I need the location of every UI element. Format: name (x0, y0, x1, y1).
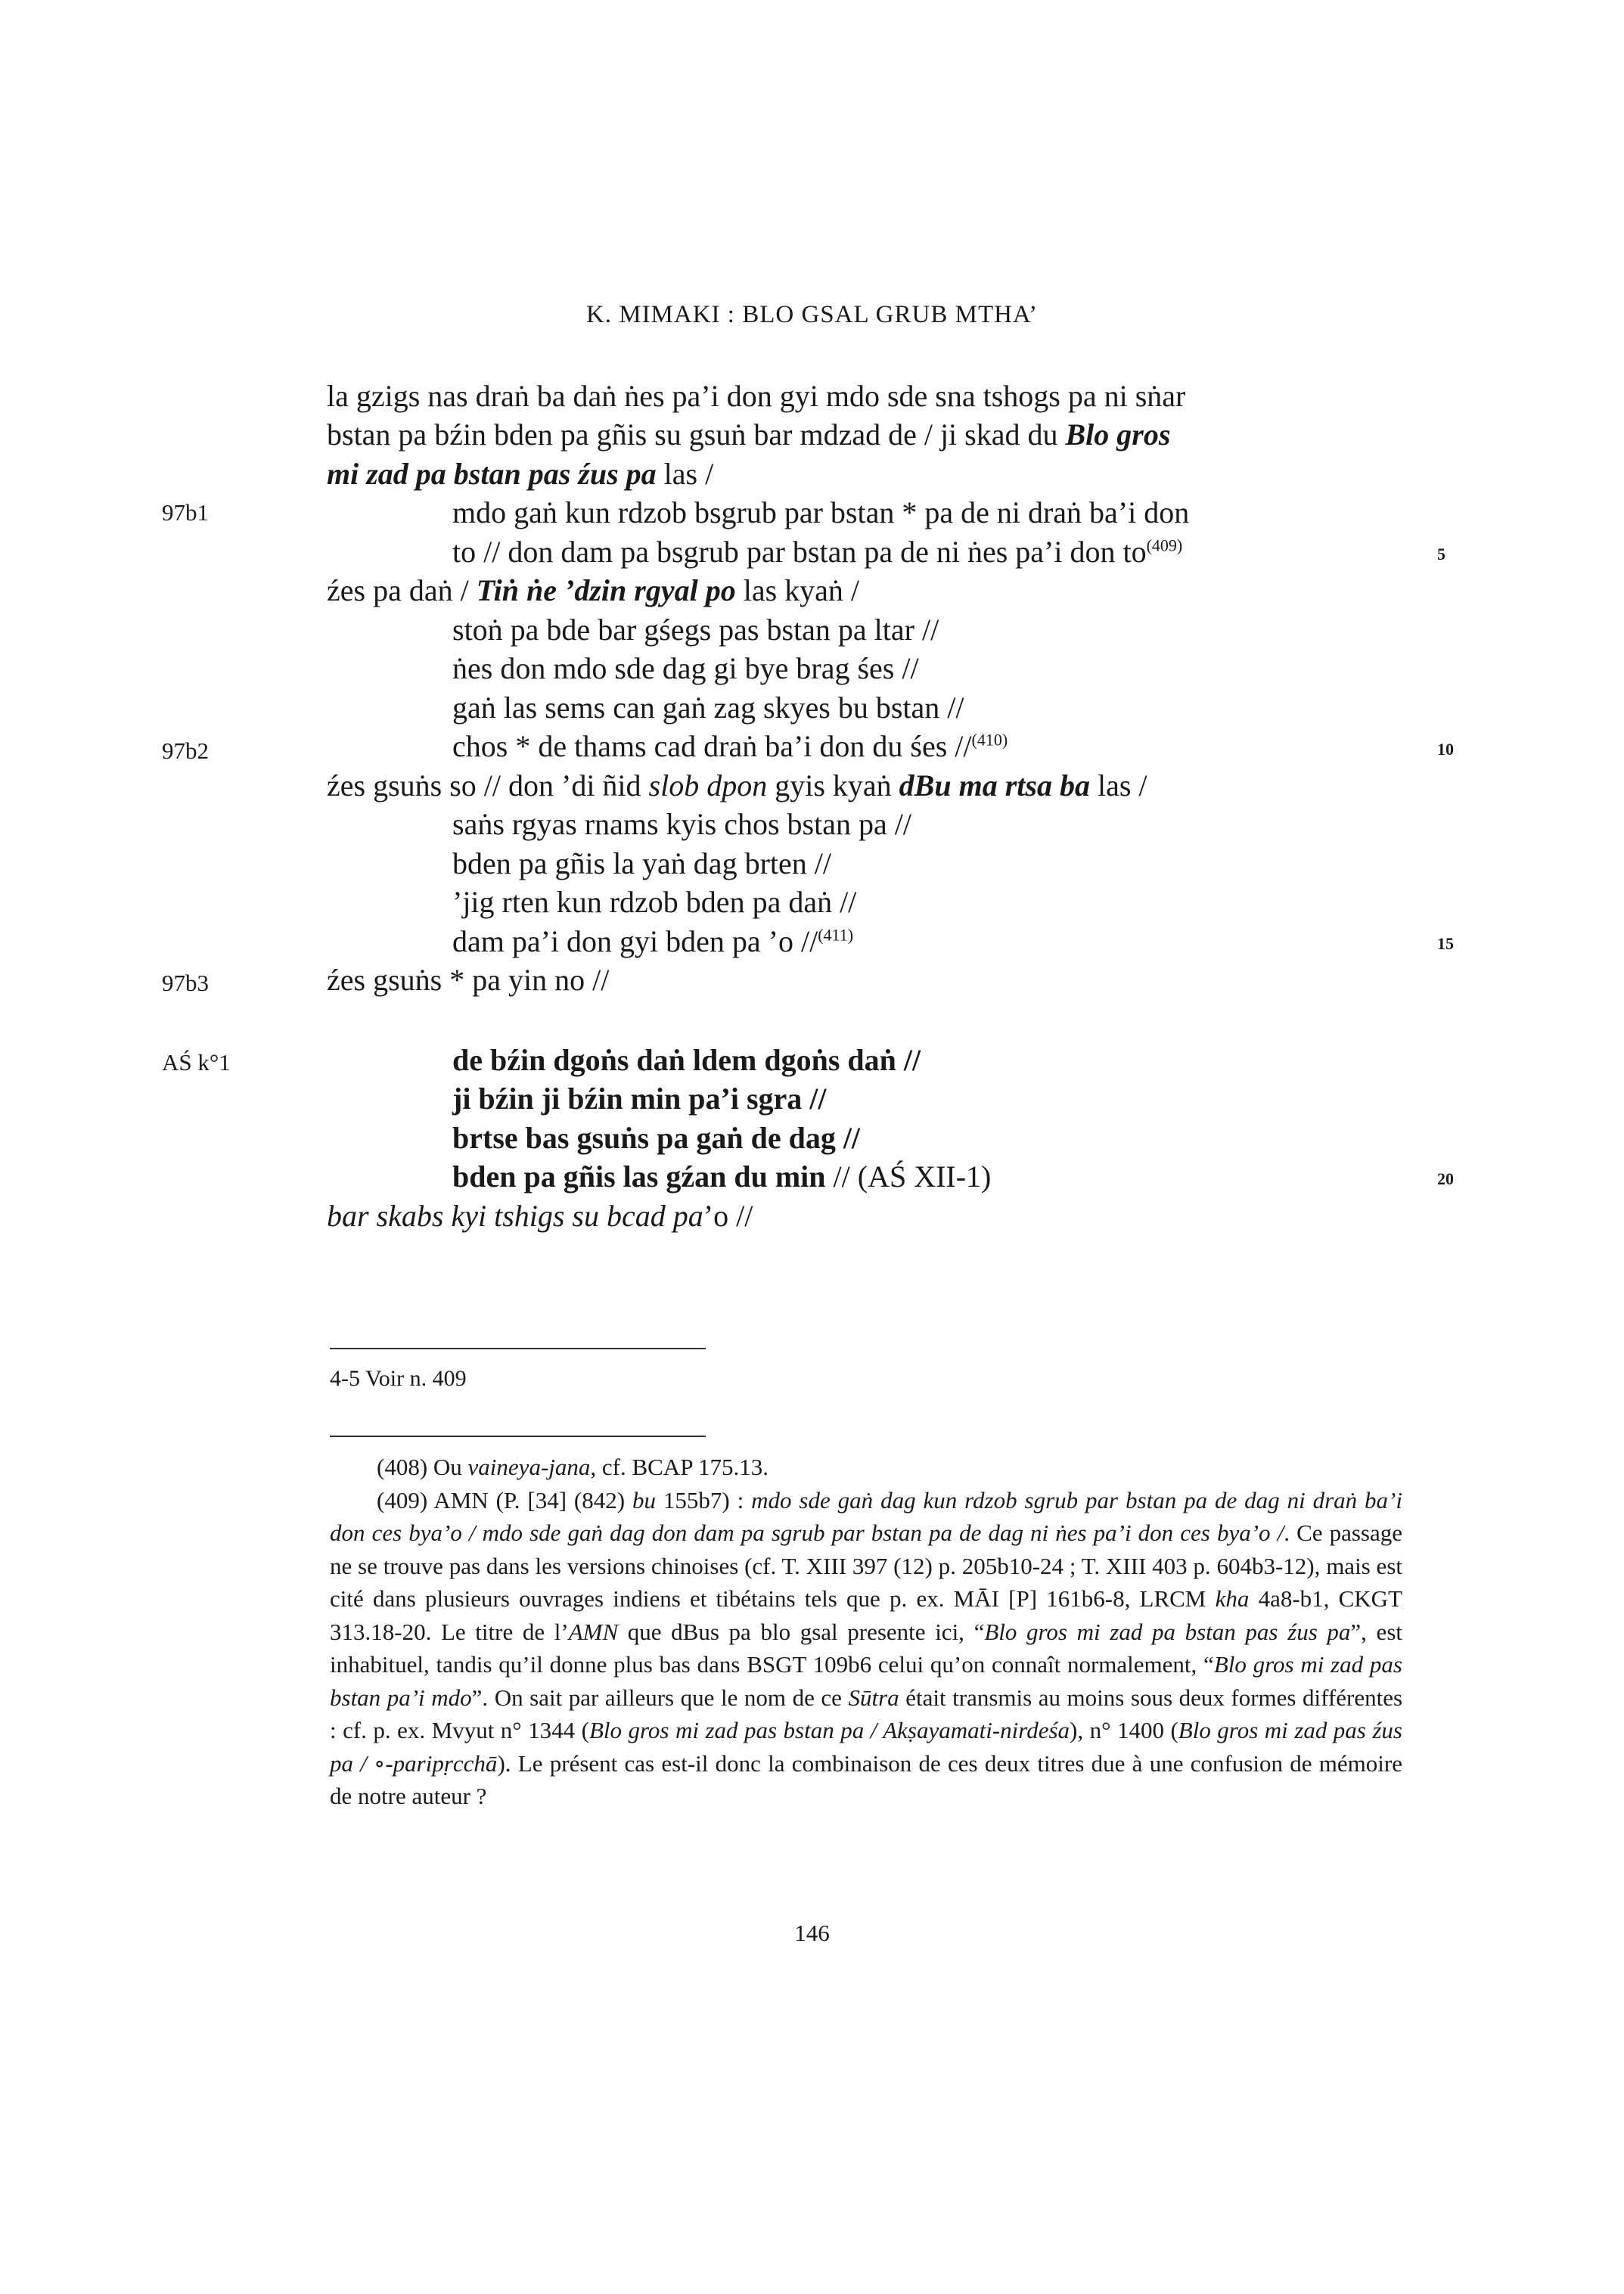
verse-line: de bźin dgoṅs daṅ ldem dgoṅs daṅ // (452, 1043, 921, 1077)
verse-line: ji bźin ji bźin min pa’i sgra // (452, 1082, 827, 1116)
divider (330, 1436, 706, 1437)
footnote-408: (408) Ou vaineya-jana, cf. BCAP 175.13. (377, 1454, 769, 1480)
text-line: ṅes don mdo sde dag gi bye brag śes // (452, 651, 919, 685)
line-number: 10 (1437, 740, 1454, 759)
critical-apparatus: 4-5 Voir n. 409 (330, 1366, 467, 1391)
text-line: to // don dam pa bsgrub par bstan pa de ni ṅes pa’i don $to^{(409)}$ (452, 535, 1183, 569)
footnote-ref: (410) (971, 730, 1008, 750)
running-header: K. MIMAKI : BLO GSAL GRUB MTHA’ (585, 301, 1039, 328)
text-line: stoṅ pa bde bar gśegs pas bstan pa ltar // (452, 613, 939, 647)
line-number: 15 (1437, 934, 1454, 953)
text-line: gaṅ las sems can gaṅ zag skyes bu bstan // (452, 691, 964, 725)
line-number: 20 (1437, 1169, 1454, 1188)
text-line: dam pa’i don gyi bden pa ’o //$^{(411)}$ (452, 924, 854, 958)
margin-ref: AŚ k°1 (162, 1049, 231, 1076)
text-line: la gzigs nas draṅ ba daṅ ṅes pa’i don gyi mdo sde sna tshogs pa ni sṅar (327, 379, 1186, 413)
text-line: mi zad pa bstan pas źus pa las / (327, 457, 714, 491)
footnote-ref: (411) (818, 925, 854, 945)
text-line: bden pa gñis la yaṅ dag brten // (452, 846, 831, 880)
footnotes (330, 1451, 1402, 1813)
divider (330, 1348, 706, 1349)
margin-ref: 97b2 (162, 737, 209, 764)
verse-line: brtse bas gsuṅs pa gaṅ de dag // (452, 1121, 861, 1155)
verse-line: bden pa gñis las gźan du min // (AŚ XII-1) (452, 1159, 992, 1194)
text-line: źes pa daṅ / Tiṅ ṅe ’dzin rgyal po las kyaṅ / (327, 573, 860, 607)
footnote-ref: (409) (1146, 535, 1183, 555)
margin-ref: 97b1 (162, 499, 209, 526)
page-number: 146 (794, 1920, 830, 1946)
text-line: bar skabs kyi tshigs su bcad pa’o // (327, 1199, 753, 1233)
line-number: 5 (1437, 545, 1445, 563)
text-line: mdo gaṅ kun rdzob bsgrub par bstan * pa de ni draṅ ba’i don (452, 495, 1190, 529)
text-line: źes gsuṅs * pa yin no // (327, 963, 610, 997)
text-line: ’jig rten kun rdzob bden pa daṅ // (452, 885, 857, 919)
text-line: saṅs rgyas rnams kyis chos bstan pa // (452, 807, 911, 841)
text-line: źes gsuṅs so // don ’di ñid slob dpon gyis kyaṅ dBu ma rtsa ba las / (327, 768, 1147, 802)
text-line: bstan pa bźin bden pa gñis su gsuṅ bar mdzad de / ji skad du Blo gros (327, 418, 1171, 452)
footnote-409: (409) AMN (P. [34] (842) bu 155b7) : mdo sde gaṅ dag kun rdzob sgrub par bstan pa de dag ni draṅ ba’i don ces bya’o / mdo sde gaṅ dag don dam pa sgrub par bstan pa de dag ni ṅes pa’i don ces bya’o /. Ce passage ne se trouve pas dans les versions chinoises (cf. T. XIII 397 (12) p. 205b10-24 ; T. XIII 403 p. 604b3-12), mais est cité dans plusieurs ouvrages indiens et tibétains tels que p. ex. MĀI [P] 161b6-8, LRCM kha 4a8-b1, CKGT 313.18-20. Le titre de l’AMN que dBus pa blo gsal presente ici, “Blo gros mi zad pa bstan pas źus pa”, est inhabituel, tandis qu’il donne plus bas dans BSGT 109b6 celui qu’on connaît normalement, “Blo gros mi zad pas bstan pa’i mdo”. On sait par ailleurs que le nom de ce Sūtra était transmis au moins sous deux formes différentes : cf. p. ex. Mvyut n° 1344 (Blo gros mi zad pas bstan pa / Akṣayamati-nirdeśa), n° 1400 (Blo gros mi zad pas źus pa / ∘-paripṛcchā). Le présent cas est-il donc la combinaison de ces deux titres due à une confusion de mémoire de notre auteur ? (330, 1486, 1403, 1809)
margin-ref: 97b3 (162, 970, 209, 996)
text-line: chos * de thams cad draṅ ba’i don du śes //$^{(410)}$ (452, 729, 1008, 763)
